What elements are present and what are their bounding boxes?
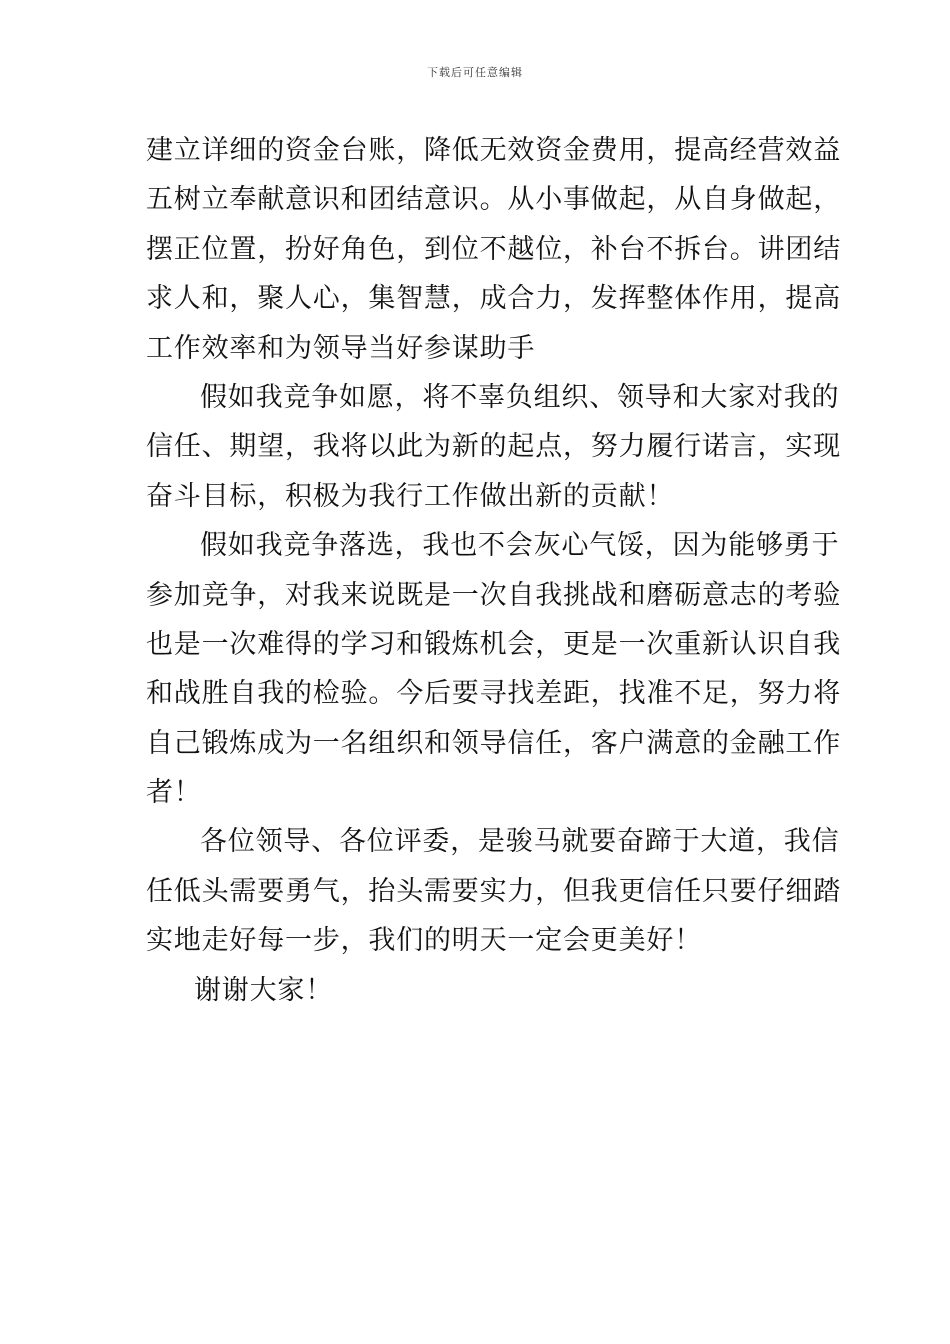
paragraph-first-line: 各位领导、各位评委，是骏马就要奋蹄于大道，我信: [200, 826, 840, 858]
document-body: [146, 126, 841, 1015]
text-line: 也是一次难得的学习和锻炼机会，更是一次重新认识自我: [146, 628, 841, 660]
text-line: 工作效率和为领导当好参谋助手: [146, 332, 536, 364]
text-line: 实地走好每一步，我们的明天一定会更美好！: [146, 925, 702, 957]
paragraph-first-line: 假如我竞争如愿，将不辜负组织、领导和大家对我的: [200, 381, 840, 413]
closing-line: 谢谢大家！: [194, 974, 333, 1006]
text-line: 建立详细的资金台账，降低无效资金费用，提高经营效益: [146, 135, 841, 166]
paragraph-first-line: 假如我竞争落选，我也不会灰心气馁，因为能够勇于: [200, 530, 840, 562]
text-line: 者！: [146, 777, 202, 809]
text-line: 和战胜自我的检验。今后要寻找差距，找准不足，努力将: [146, 678, 841, 710]
page-header: 下载后可任意编辑: [427, 66, 523, 79]
text-line: 自己锻炼成为一名组织和领导信任，客户满意的金融工作: [146, 727, 841, 759]
text-line: 参加竞争，对我来说既是一次自我挑战和磨砺意志的考验: [146, 579, 841, 611]
text-line: 任低头需要勇气，抬头需要实力，但我更信任只要仔细踏: [146, 875, 841, 907]
text-line: 五树立奉献意识和团结意识。从小事做起，从自身做起，: [146, 184, 841, 216]
text-line: 求人和，聚人心，集智慧，成合力，发挥整体作用，提高: [146, 283, 841, 315]
text-line: 奋斗目标，积极为我行工作做出新的贡献！: [146, 480, 675, 512]
text-line: 信任、期望，我将以此为新的起点，努力履行诺言，实现: [146, 431, 841, 463]
text-line: 摆正位置，扮好角色，到位不越位，补台不拆台。讲团结: [146, 233, 841, 265]
